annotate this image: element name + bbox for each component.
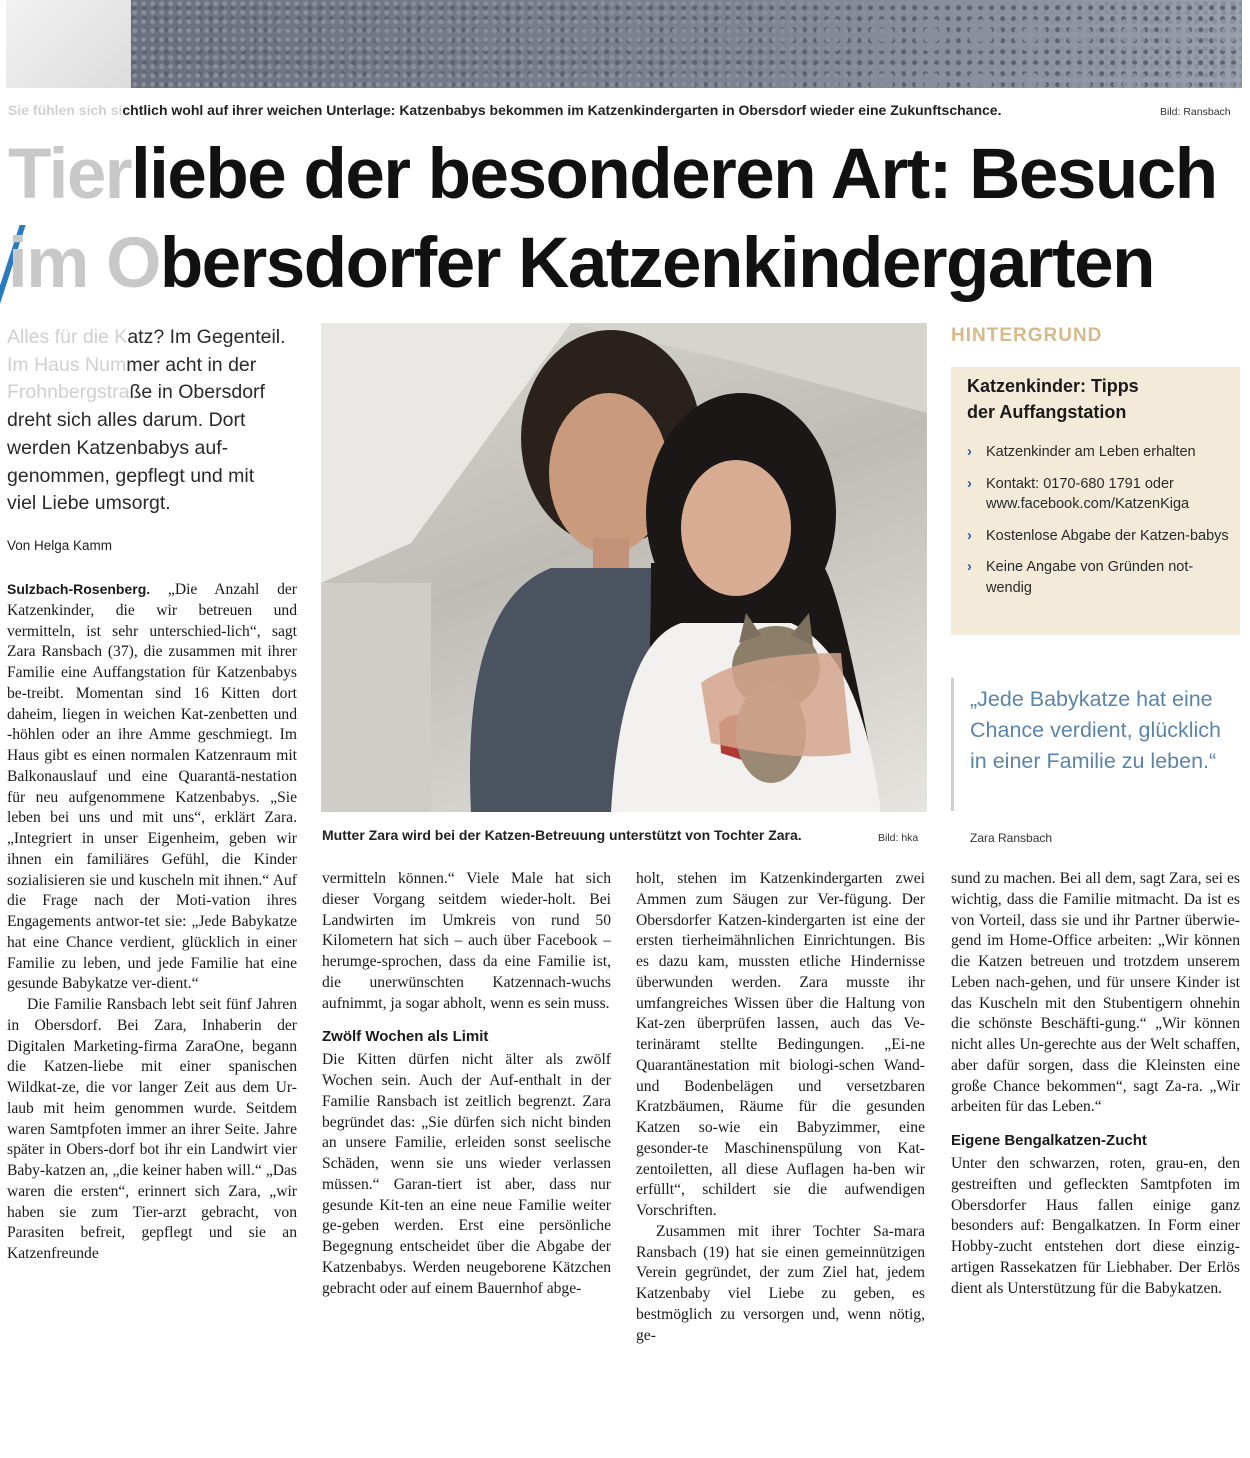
photo-caption: Mutter Zara wird bei der Katzen-Betreuung unterstützt von Tochter Zara. [322, 827, 802, 843]
main-photo [321, 323, 927, 812]
pull-quote: „Jede Babykatze hat eine Chance verdient, glücklich in einer Familie zu leben.“ [970, 687, 1221, 774]
subheading-limit: Zwölf Wochen als Limit [322, 1028, 489, 1046]
article-column-3: holt, stehen im Katzenkindergarten zwei Ammen zum Säugen zur Ver-fügung. Der Obersdorfer Katzen-kindergarten ist eine der ersten tierheimähnlichen Einrichtungen. Bis es dazu kam, mussten etliche Hindernisse überwunden werden. Zara musste ihr umfangreiches Wissen über die Haltung von Kat-zen überprüfen lassen, auch das Ve-terinäramt stellte Bedingungen. „Ei-ne Quarantänestation mit biologi-schen Wand- und Bodenbelägen und versetzbaren Kratzbäumen, Räume für die gesunden Katzen so-wie ein Babyzimmer, eine gesonder-te Maschinenspülung von Kat-zentoiletten, all diese Auflagen ha-ben wir erfüllt“, schildert sie die aufwendigen Vorschriften. Zusammen mit ihrer Tochter Sa-mara Ransbach (19) hat sie einen gemeinnützigen Verein gegründet, der zum Ziel hat, jedem Katzenbaby viel Liebe zu geben, es bestmöglich zu versorgen und, wenn nötig, ge- [636, 870, 925, 1344]
chevron-right-icon: › [967, 475, 972, 492]
chevron-right-icon: › [967, 559, 972, 575]
headline-line-2: im Obersdorfer Katzenkindergarten [8, 224, 1154, 303]
top-photo [6, 0, 1242, 88]
top-photo-blanket [6, 0, 131, 88]
photo-credit: Bild: hka [878, 832, 919, 844]
tip-item: › Keine Angabe von Gründen not-wendig [967, 559, 1194, 596]
quote-bar [951, 678, 954, 811]
byline: Von Helga Kamm [7, 538, 113, 553]
top-photo-credit: Bild: Ransbach [1160, 106, 1231, 118]
article-column-4: sund zu machen. Bei all dem, sagt Zara, sei es wichtig, dass die Familie mitmacht. Da ist es von Vorteil, dass sie und ihr Partner überwie-gend im Home-Office arbeiten: „Wir können die Katzen betreuen und trotzdem unserem Leben nach-gehen, und für unsere Kinder ist das Kuscheln mit den Stubentigern ohnehin die schönste Beschäfti-gung.“ „Wir können nicht alles Un-gerechte aus der Welt schaffen, aber dafür sorgen, dass die Kleinsten eine große Chance bekommen“, sagt Za-ra. „Wir arbeiten für das Leben.“ Eigene Bengalkatzen-Zucht Unter den schwarzen, roten, grau-en, den gestreiften und gefleckten Samtpfoten im Obersdorfer Haus fallen einige ganz besonders auf: Bengalkatzen. In Form einer Hobby-zucht entstehen dort diese einzig-artigen Rassekatzen für Liebhaber. Der Erlös dient als Unterstützung für die Babykatzen. [951, 870, 1240, 1297]
quote-author: Zara Ransbach [970, 831, 1053, 845]
section-label: HINTERGRUND [951, 325, 1103, 346]
chevron-right-icon: › [967, 444, 972, 460]
intro-text: Alles für die Katz? Im Gegenteil. Im Haus Nummer acht in der Frohnbergstraße in Obersdorf dreht sich alles darum. Dort werden Katzenbabys auf- genommen, gepflegt und mit viel Liebe umsorgt. [7, 326, 286, 515]
tips-title: Katzenkinder: Tipps der Auffangstation [967, 376, 1139, 422]
photo-mother-daughter-kitten [321, 323, 927, 812]
tips-box [951, 367, 1240, 635]
headline-line-1: Tierliebe der besonderen Art: Besuch [8, 135, 1217, 214]
chevron-right-icon: › [967, 527, 972, 544]
tip-item: › Kontakt: 0170-680 1791 oder www.facebook.com/KatzenKiga [967, 475, 1190, 512]
tip-item: › Kostenlose Abgabe der Katzen-babys [967, 526, 1229, 547]
headline [8, 130, 1238, 308]
article-column-1: Sulzbach-Rosenberg. „Die Anzahl der Katzenkinder, die wir betreuen und vermitteln, ist sehr unterschied-lich“, sagt Zara Ransbach (37), die zusammen mit ihrer Familie eine Auffangstation für Katzenbabys be-treibt. Momentan sind 16 Kitten dort daheim, liegen in weichen Kat-zenbetten und -höhlen oder an ihre Amme geschmiegt. Im Haus gibt es einen normalen Katzenraum mit Balkonauslauf und eine Quarantä-nestation für neu aufgenommene Katzenbabys. „Sie leben bei uns und mit uns“, erklärt Zara. „Integriert in unser Eigenheim, geben wir ihnen ein familiäres Gefühl, die Kinder sozialisieren sie und kuscheln mit ihnen.“ Auf die Frage nach der Moti-vation ihres Engagements antwor-tet sie: „Jede Babykatze hat eine Chance verdient, glücklich in einer Familie zu leben, und jede Familie hat eine gesunde Babykatze ver-dient.“ Die Familie Ransbach lebt seit fünf Jahren in Obersdorf. Bei Zara, Inhaberin der Digitalen Marketing-firma ZaraOne, begann die Katzen-liebe mit einer spanischen Wildkat-ze, die vor langer Zeit aus dem Ur-laub mit heim genommen wurde. Seitdem waren Samtpfoten immer an ihrer Seite. Jahre später in Obers-dorf bot ihr ein Landwirt vier Baby-katzen an, „die keiner haben will.“ „Das waren die ersten“, erinnert sich Zara, „wir haben sie zum Tier-arzt gebracht, von Parasiten befreit, gepflegt und sie an Katzenfreunde [7, 581, 297, 1262]
subheading-bengal: Eigene Bengalkatzen-Zucht [951, 1132, 1147, 1149]
article-column-2: vermitteln können.“ Viele Male hat sich dieser Vorgang seitdem wieder-holt. Bei Landwirten im Umkreis von rund 50 Kilometern hat sich – auch über Facebook – herumge-sprochen, dass da eine Familie ist, die unerwünschten Katzennach-wuchs aufnimmt, ja sogar abholt, wenn es sein muss. Zwölf Wochen als Limit Die Kitten dürfen nicht älter als zwölf Wochen sein. Auch der Auf-enthalt in der Familie Ransbach ist zeitlich begrenzt. Zara begründet das: „Sie dürfen sich nicht binden an unsere Familie, erleiden sonst seelische Schäden, wenn sie uns wieder verlassen müssen.“ Garan-tiert ist aber, dass nur gesunde Kit-ten an eine neue Familie weiter ge-geben werden. Erst eine persönliche Begegnung entscheidet über die Abgabe der Katzenbabys. Werden neugeborene Kätzchen gebracht oder auf einem Bauernhof abge- [322, 870, 611, 1297]
dateline: Sulzbach-Rosenberg. [7, 581, 151, 597]
tips-list [967, 442, 1229, 609]
top-photo-caption: Sie fühlen sich sichtlich wohl auf ihrer weichen Unterlage: Katzenbabys bekommen im Katzenkindergarten in Obersdorf wieder eine Zukunftschance. [8, 102, 1002, 118]
tip-item: › Katzenkinder am Leben erhalten [967, 442, 1229, 463]
